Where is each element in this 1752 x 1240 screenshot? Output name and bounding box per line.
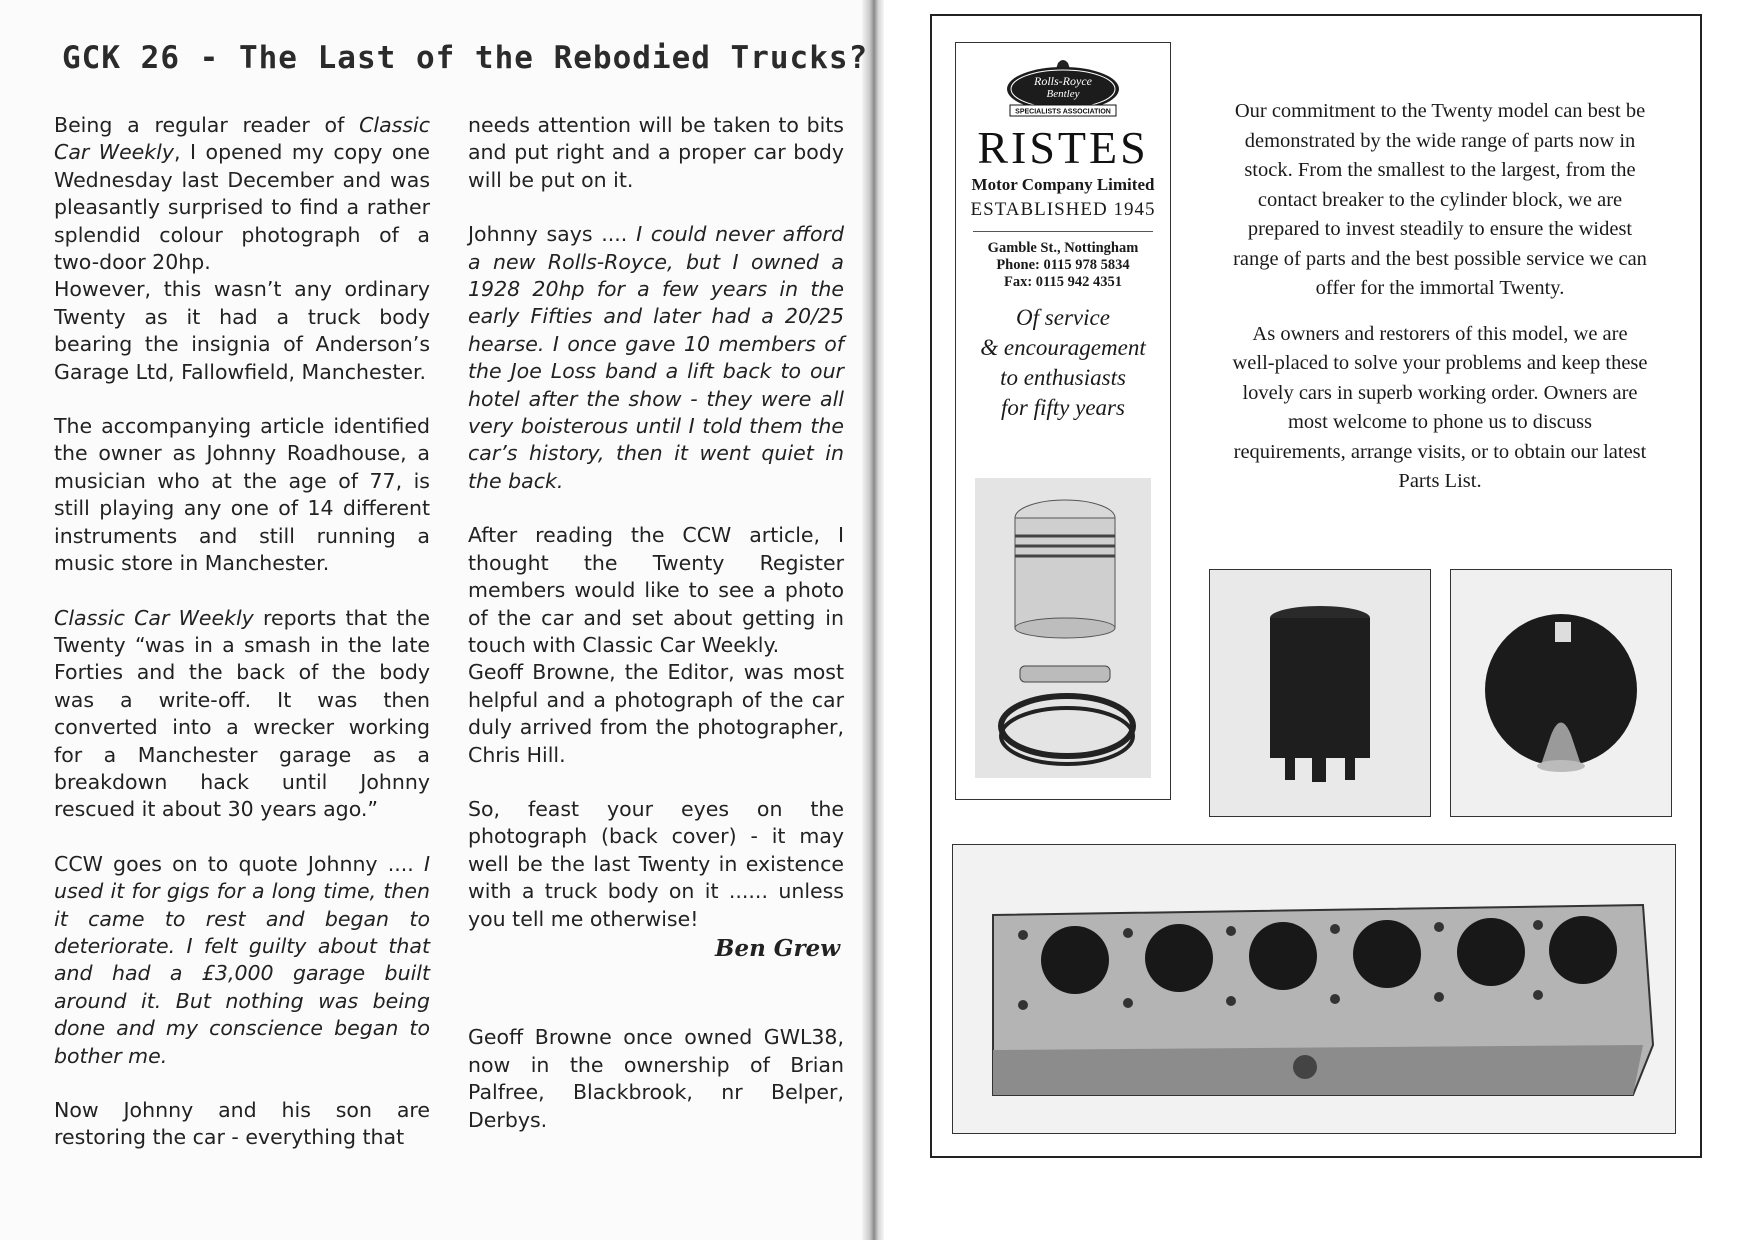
author-signature: Ben Grew bbox=[715, 934, 840, 962]
paragraph: However, this wasn’t any ordinary Twenty as it had a truck body bearing the insignia of Anderson’s Garage Ltd, Fallowfield, Manchester. bbox=[54, 277, 430, 384]
established-line: ESTABLISHED 1945 bbox=[970, 199, 1156, 220]
article-column-1 bbox=[54, 112, 430, 1179]
paragraph: Geoff Browne, the Editor, was most helpful and a photograph of the car duly arrived from the photographer, Chris Hill. bbox=[468, 660, 844, 767]
paragraph: The accompanying article identified the owner as Johnny Roadhouse, a musician who at the age of 77, is still playing any one of 14 different instruments and still running a music store in Manchester. bbox=[54, 414, 430, 576]
paragraph: Geoff Browne once owned GWL38, now in the ownership of Brian Palfree, Blackbrook, nr Belper, Derbys. bbox=[468, 1025, 844, 1132]
paragraph: CCW goes on to quote Johnny .... I used it for gigs for a long time, then it came to rest and began to deteriorate. I felt guilty about that and had a £3,000 garage built around it. But nothing was being done and my conscience began to bother me. bbox=[54, 851, 430, 1068]
rr-bentley-association-badge-icon bbox=[998, 57, 1128, 119]
paragraph: needs attention will be taken to bits and put right and a proper car body will be put on it. bbox=[468, 113, 844, 192]
paragraph: Being a regular reader of Classic Car Weekly, I opened my copy one Wednesday last December and was pleasantly surprised to find a rather splendid colour photograph of a two-door 20hp. bbox=[54, 113, 431, 275]
valve-disc-photo bbox=[1450, 569, 1672, 817]
divider bbox=[973, 231, 1153, 232]
advert-copy bbox=[1230, 97, 1650, 513]
article-title: GCK 26 - The Last of the Rebodied Trucks? bbox=[62, 40, 869, 76]
svg-text:Bentley: Bentley bbox=[1046, 88, 1080, 100]
cylinder-head-photo bbox=[952, 844, 1676, 1134]
paragraph: After reading the CCW article, I thought the Twenty Register members would like to see a photo of the car and set about getting in touch with Classic Car Weekly. bbox=[468, 523, 844, 657]
motto: Of service & encouragement to enthusiasts for fifty years bbox=[980, 305, 1146, 420]
paragraph: Classic Car Weekly reports that the Twenty “was in a smash in the late Forties and the back of the body was a write-off. It was then converted into a wrecker working for a Manchester garage as a breakdown hack until Johnny rescued it about 30 years ago.” bbox=[54, 605, 430, 822]
piston-photo bbox=[975, 478, 1151, 778]
company-name: RISTES bbox=[977, 122, 1149, 173]
svg-text:Rolls-Royce: Rolls-Royce bbox=[1034, 74, 1092, 88]
paragraph: So, feast your eyes on the photograph (back cover) - it may well be the last Twenty in existence with a truck body on it ...... unless you tell me otherwise! bbox=[468, 796, 844, 931]
paragraph: Johnny says .... I could never afford a new Rolls-Royce, but I owned a 1928 20hp for a few years in the early Fifties and later had a 20/25 hearse. I once gave 10 members of the Joe Loss band a lift back to our hotel after the show - they were all very boisterous until I told them the car’s history, then it went quiet in the back. bbox=[468, 222, 844, 493]
page-spine bbox=[862, 0, 884, 1240]
fax-number: Fax: 0115 942 4351 bbox=[1003, 274, 1122, 290]
advert-paragraph-2: As owners and restorers of this model, we are well-placed to solve your problems and keep these lovely cars in superb working order. Owners are most welcome to phone us to discuss requirements, arrange visits, or to obtain our latest Parts List. bbox=[1232, 322, 1648, 492]
address: Gamble St., Nottingham bbox=[987, 240, 1139, 256]
cylinder-liner-photo bbox=[1209, 569, 1431, 817]
advert-paragraph-1: Our commitment to the Twenty model can best be demonstrated by the wide range of parts now in stock. From the smallest to the largest, from the contact breaker to the cylinder block, we are prepared to invest steadily to ensure the widest range of parts and the best possible service we can offer for the immortal Twenty. bbox=[1233, 100, 1647, 299]
svg-text:SPECIALISTS ASSOCIATION: SPECIALISTS ASSOCIATION bbox=[1015, 108, 1111, 116]
company-subtitle: Motor Company Limited bbox=[971, 175, 1155, 194]
phone-number: Phone: 0115 978 5834 bbox=[996, 257, 1130, 273]
article-column-2 bbox=[468, 112, 844, 1161]
paragraph: Now Johnny and his son are restoring the car - everything that bbox=[54, 1098, 430, 1150]
